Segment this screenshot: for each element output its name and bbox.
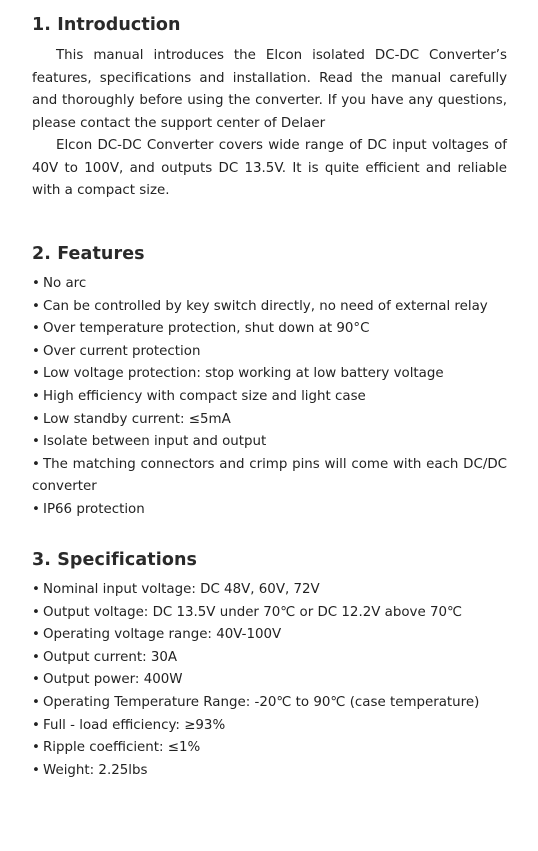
list-item <box>32 386 507 409</box>
spec-text: Output power: 400W <box>43 672 183 688</box>
introduction-paragraph-1 <box>32 45 507 135</box>
list-item <box>32 341 507 364</box>
list-item <box>32 760 507 783</box>
feature-text: High efficiency with compact size and light case <box>43 388 366 404</box>
feature-text: Can be controlled by key switch directly, no need of external relay <box>43 298 488 314</box>
bullet: • <box>32 694 40 710</box>
bullet: • <box>32 762 40 778</box>
bullet: • <box>32 627 40 643</box>
feature-text: Low standby current: ≤5mA <box>43 411 231 427</box>
introduction-heading: 1. Introduction <box>32 15 181 35</box>
list-item <box>32 624 507 647</box>
bullet: • <box>32 740 40 756</box>
feature-text: IP66 protection <box>43 501 145 517</box>
list-item <box>32 318 507 341</box>
bullet: • <box>32 343 40 359</box>
spec-text: Output current: 30A <box>43 649 178 665</box>
list-item <box>32 602 507 625</box>
bullet: • <box>32 582 40 597</box>
bullet: • <box>32 276 40 291</box>
list-item <box>32 647 507 670</box>
bullet: • <box>32 298 40 314</box>
spec-text: Weight: 2.25lbs <box>43 762 148 778</box>
spec-text: Output voltage: DC 13.5V under 70℃ or DC 12.2V above 70℃ <box>43 604 463 620</box>
specifications-list <box>32 579 507 782</box>
spec-text: Nominal input voltage: DC 48V, 60V, 72V <box>43 582 320 597</box>
spec-text: Operating Temperature Range: -20℃ to 90℃ (case temperature) <box>43 694 480 710</box>
bullet: • <box>32 501 40 517</box>
list-item <box>32 409 507 432</box>
introduction-paragraph-2 <box>32 135 507 203</box>
list-item <box>32 499 507 522</box>
bullet: • <box>32 672 40 688</box>
introduction-paragraph-1-text: This manual introduces the Elcon isolated DC-DC Converter’s features, specifications and installation. Read the manual carefully and thoroughly before using the converter. If you have any questions, please contact the support center of Delaer <box>32 48 507 131</box>
features-list <box>32 273 507 522</box>
spec-text: Full - load efficiency: ≥93% <box>43 717 226 733</box>
bullet: • <box>32 366 40 382</box>
bullet: • <box>32 321 40 337</box>
specifications-heading: 3. Specifications <box>32 550 198 570</box>
feature-text: Low voltage protection: stop working at low battery voltage <box>43 366 444 382</box>
list-item <box>32 431 507 454</box>
feature-text: The matching connectors and crimp pins will come with each DC/DC converter <box>32 456 507 495</box>
list-item <box>32 579 507 602</box>
list-item <box>32 737 507 760</box>
list-item <box>32 454 507 499</box>
bullet: • <box>32 411 40 427</box>
feature-text: No arc <box>43 276 87 291</box>
bullet: • <box>32 604 40 620</box>
list-item <box>32 273 507 296</box>
feature-text: Over current protection <box>43 343 201 359</box>
spec-text: Ripple coefficient: ≤1% <box>43 740 201 756</box>
list-item <box>32 669 507 692</box>
bullet: • <box>32 434 40 450</box>
feature-text: Isolate between input and output <box>43 434 267 450</box>
list-item <box>32 296 507 319</box>
list-item <box>32 715 507 738</box>
introduction-paragraph-2-text: Elcon DC-DC Converter covers wide range of DC input voltages of 40V to 100V, and outputs DC 13.5V. It is quite efficient and reliable with a compact size. <box>32 138 507 198</box>
list-item <box>32 363 507 386</box>
feature-text: Over temperature protection, shut down at 90°C <box>43 321 370 337</box>
bullet: • <box>32 717 40 733</box>
bullet: • <box>32 649 40 665</box>
bullet: • <box>32 456 40 472</box>
features-heading: 2. Features <box>32 244 145 264</box>
spec-text: Operating voltage range: 40V-100V <box>43 627 282 643</box>
list-item <box>32 692 507 715</box>
bullet: • <box>32 388 40 404</box>
